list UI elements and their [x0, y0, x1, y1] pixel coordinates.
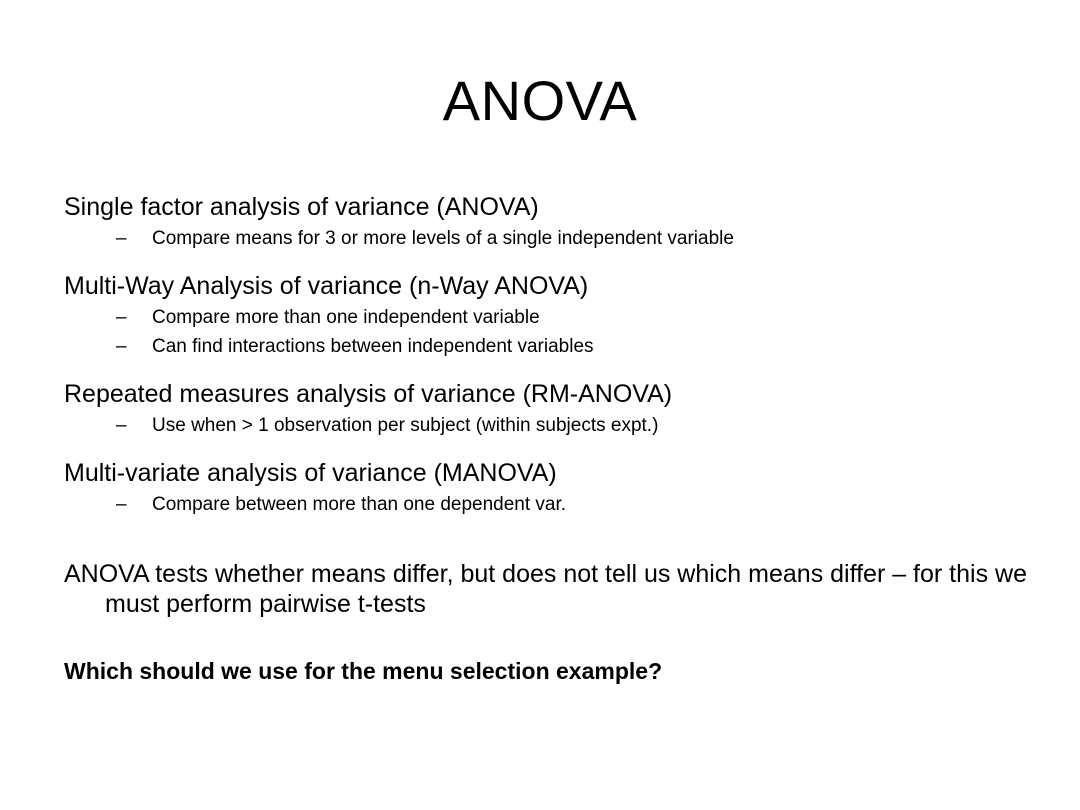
list-item-heading: Multi-variate analysis of variance (MANOVA): [64, 459, 557, 487]
slide-title: ANOVA: [442, 69, 638, 132]
sub-bullet-text: Compare means for 3 or more levels of a single independent variable: [152, 228, 734, 249]
anova-note: ANOVA tests whether means differ, but does not tell us which means differ – for this we must perform pairwise t-tests: [64, 560, 1027, 618]
dash-bullet-icon: –: [116, 494, 127, 515]
slide-content: [64, 190, 1024, 535]
list-item-heading: Single factor analysis of variance (ANOVA): [64, 193, 539, 221]
sub-bullet-text: Compare more than one independent variable: [152, 307, 540, 328]
list-item-heading: Repeated measures analysis of variance (RM-ANOVA): [64, 380, 673, 408]
sub-bullet: [64, 224, 1024, 253]
sub-bullet-text: Use when > 1 observation per subject (within subjects expt.): [152, 415, 659, 436]
list-item-rm-anova: [64, 377, 1024, 440]
list-item-single-factor-anova: [64, 190, 1024, 253]
sub-bullet: [64, 490, 1024, 519]
closing-question: Which should we use for the menu selection example?: [64, 658, 663, 684]
sub-bullet: [64, 303, 1024, 332]
list-item-manova: [64, 456, 1024, 519]
dash-bullet-icon: –: [116, 415, 127, 436]
sub-bullet: [64, 411, 1024, 440]
list-item-heading: Multi-Way Analysis of variance (n-Way ANOVA): [64, 272, 589, 300]
sub-bullet-text: Can find interactions between independent variables: [152, 336, 594, 357]
list-item-multi-way-anova: [64, 269, 1024, 361]
dash-bullet-icon: –: [116, 307, 127, 328]
dash-bullet-icon: –: [116, 228, 127, 249]
dash-bullet-icon: –: [116, 336, 127, 357]
sub-bullet: [64, 332, 1024, 361]
sub-bullet-text: Compare between more than one dependent var.: [152, 494, 567, 515]
